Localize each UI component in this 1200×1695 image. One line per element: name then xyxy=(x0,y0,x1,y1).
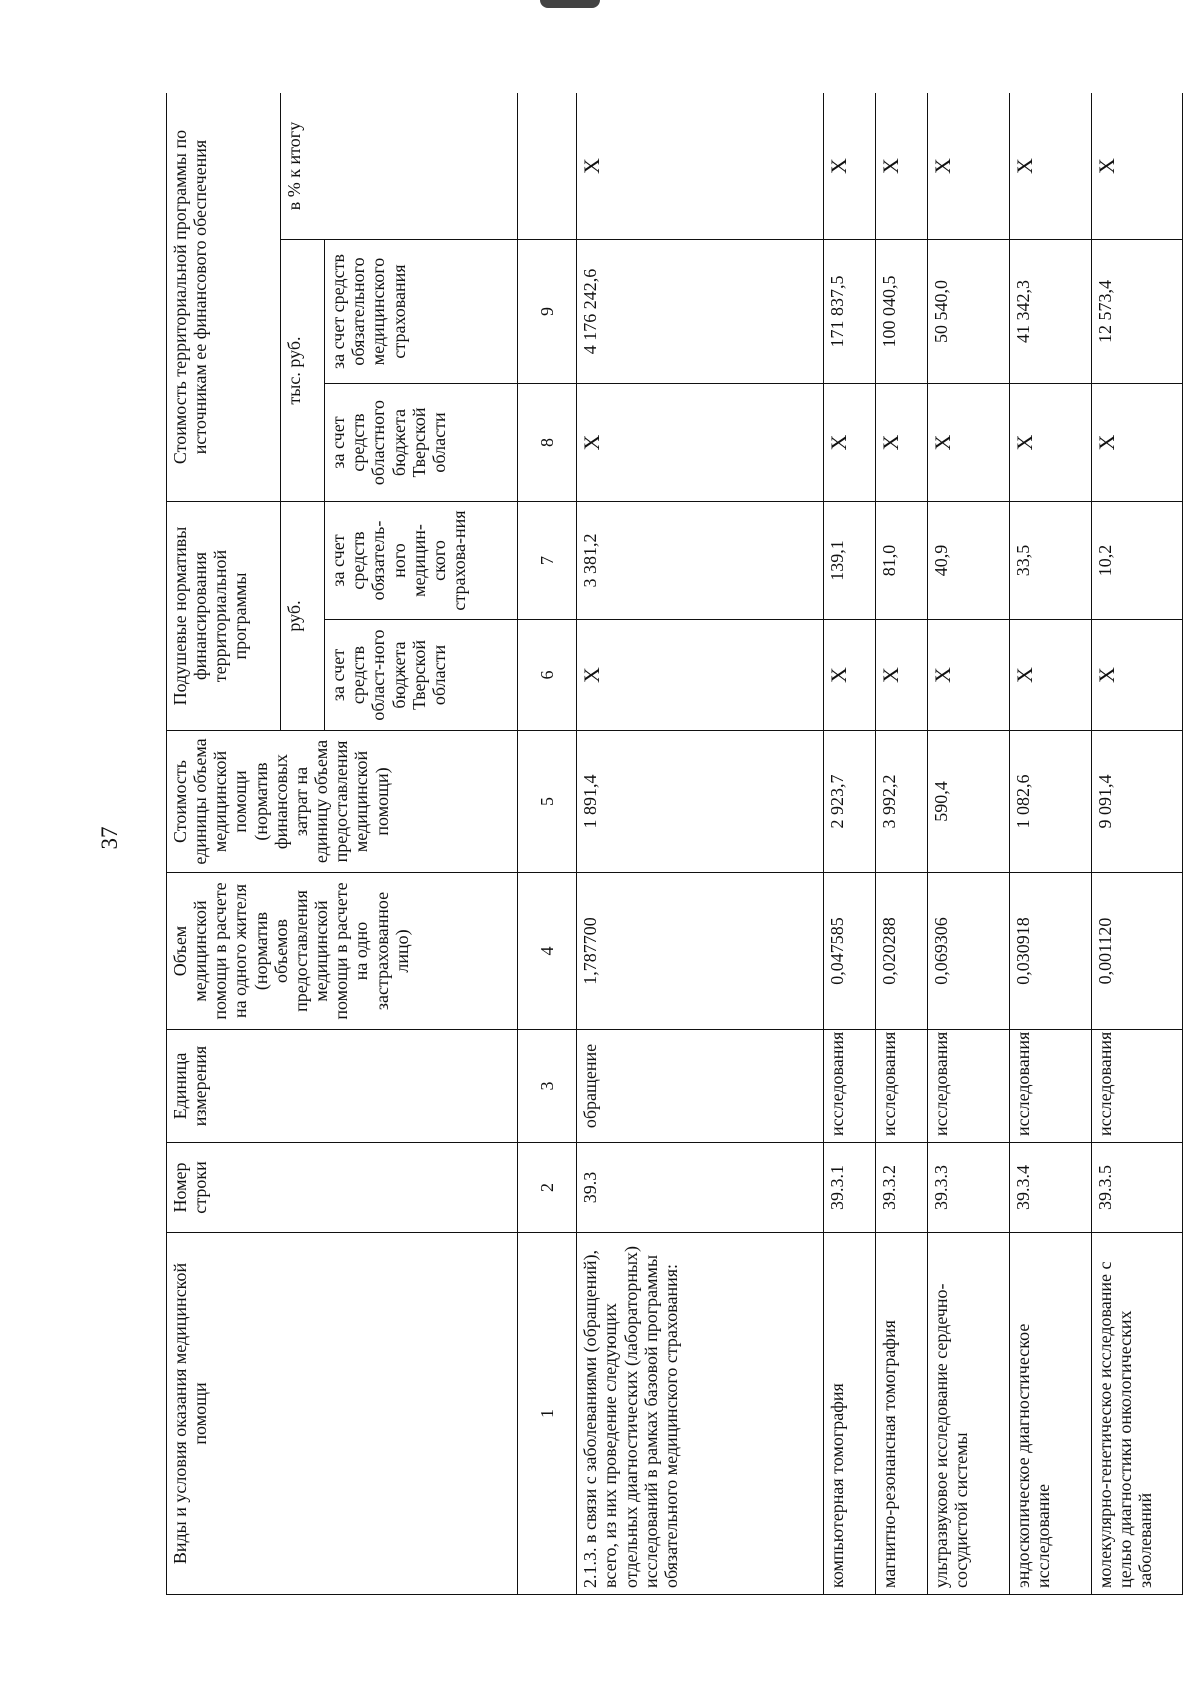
page-number: 37 xyxy=(97,826,122,850)
cell-cost-reg: Х xyxy=(577,384,824,502)
cell-name: 2.1.3. в связи с заболеваниями (обращений), всего, из них проведение следующих отдельных диагностических (лабораторных) исследований в рамках базовой программы обязательного медицинского страхования: xyxy=(577,1233,824,1595)
table-row xyxy=(1091,93,1182,1595)
cell-name: эндоскопическое диагностическое исследование xyxy=(1010,1233,1092,1595)
cell-norm-oms: 10,2 xyxy=(1091,502,1182,620)
cell-pct: Х xyxy=(876,93,928,240)
column-number-empty xyxy=(517,93,577,240)
table-row xyxy=(876,93,928,1595)
cell-norm-reg: Х xyxy=(1091,620,1182,731)
cell-row: 39.3 xyxy=(577,1143,824,1233)
cell-name: молекулярно-генетическое исследование с целью диагностики онкологических заболеваний xyxy=(1091,1233,1182,1595)
header-types: Виды и условия оказания медицинской помощи xyxy=(167,1233,518,1595)
column-number: 4 xyxy=(517,873,577,1030)
header-group-norms: Подушевые нормативы финансирования территориальной программы xyxy=(167,502,281,731)
cell-cost-reg: Х xyxy=(824,384,876,502)
header-cost-oms: за счет средств обязательного медицинского страхования xyxy=(325,240,517,384)
cell-norm-reg: Х xyxy=(824,620,876,731)
cell-volume: 1,787700 xyxy=(577,873,824,1030)
column-number: 8 xyxy=(517,384,577,502)
column-numbers-row xyxy=(517,93,577,1595)
rotated-table-container xyxy=(166,93,1183,1595)
cell-norm-reg: Х xyxy=(928,620,1010,731)
scan-mark xyxy=(540,0,600,8)
cell-volume: 0,001120 xyxy=(1091,873,1182,1030)
cell-norm-reg: Х xyxy=(1010,620,1092,731)
cell-cost-unit: 2 923,7 xyxy=(824,731,876,873)
cell-volume: 0,030918 xyxy=(1010,873,1092,1030)
table-body xyxy=(517,93,1182,1595)
cell-volume: 0,047585 xyxy=(824,873,876,1030)
column-number: 7 xyxy=(517,502,577,620)
column-number: 5 xyxy=(517,731,577,873)
cell-cost-oms: 12 573,4 xyxy=(1091,240,1182,384)
cell-row: 39.3.4 xyxy=(1010,1143,1092,1233)
cell-unit: исследования xyxy=(824,1030,876,1143)
cell-cost-unit: 1 082,6 xyxy=(1010,731,1092,873)
header-cost-unit: Стоимость единицы объема медицинской помощи (норматив финансовых затрат на единицу объема предоставления медицинской помощи) xyxy=(167,731,518,873)
column-number: 9 xyxy=(517,240,577,384)
table-row xyxy=(577,93,824,1595)
header-rub: руб. xyxy=(280,502,324,731)
financing-table xyxy=(166,93,1183,1595)
header-volume: Объем медицинской помощи в расчете на одного жителя (норматив объемов предоставления медицинской помощи в расчете на одно застрахованное лицо) xyxy=(167,873,518,1030)
cell-cost-reg: Х xyxy=(928,384,1010,502)
cell-cost-oms: 4 176 242,6 xyxy=(577,240,824,384)
cell-norm-oms: 81,0 xyxy=(876,502,928,620)
cell-pct: Х xyxy=(1091,93,1182,240)
cell-cost-unit: 1 891,4 xyxy=(577,731,824,873)
table-row xyxy=(928,93,1010,1595)
header-row-number: Номер строки xyxy=(167,1143,518,1233)
cell-unit: исследования xyxy=(1010,1030,1092,1143)
cell-cost-unit: 3 992,2 xyxy=(876,731,928,873)
cell-norm-oms: 139,1 xyxy=(824,502,876,620)
cell-cost-oms: 100 040,5 xyxy=(876,240,928,384)
table-row xyxy=(824,93,876,1595)
cell-cost-reg: Х xyxy=(1091,384,1182,502)
cell-row: 39.3.1 xyxy=(824,1143,876,1233)
cell-cost-oms: 50 540,0 xyxy=(928,240,1010,384)
column-number: 1 xyxy=(517,1233,577,1595)
cell-pct: Х xyxy=(1010,93,1092,240)
cell-unit: исследования xyxy=(928,1030,1010,1143)
cell-cost-oms: 171 837,5 xyxy=(824,240,876,384)
cell-row: 39.3.5 xyxy=(1091,1143,1182,1233)
header-group-cost: Стоимость территориальной программы по источникам ее финансового обеспечения xyxy=(167,93,281,502)
cell-norm-reg: Х xyxy=(876,620,928,731)
header-pct-total: в % к итогу xyxy=(280,93,517,240)
cell-cost-unit: 590,4 xyxy=(928,731,1010,873)
cell-name: магнитно-резонансная томография xyxy=(876,1233,928,1595)
cell-unit: обращение xyxy=(577,1030,824,1143)
cell-norm-reg: Х xyxy=(577,620,824,731)
cell-cost-reg: Х xyxy=(876,384,928,502)
cell-name: компьютерная томография xyxy=(824,1233,876,1595)
header-norm-oms: за счет средств обязатель-ного медицин-ского страхова-ния xyxy=(325,502,517,620)
cell-cost-unit: 9 091,4 xyxy=(1091,731,1182,873)
cell-unit: исследования xyxy=(1091,1030,1182,1143)
cell-pct: Х xyxy=(928,93,1010,240)
column-number: 2 xyxy=(517,1143,577,1233)
table-row xyxy=(1010,93,1092,1595)
header-unit: Единица измерения xyxy=(167,1030,518,1143)
cell-cost-oms: 41 342,3 xyxy=(1010,240,1092,384)
column-number: 3 xyxy=(517,1030,577,1143)
header-norm-regional: за счет средств област-ного бюджета Тверской области xyxy=(325,620,517,731)
cell-name: ультразвуковое исследование сердечно-сосудистой системы xyxy=(928,1233,1010,1595)
cell-volume: 0,069306 xyxy=(928,873,1010,1030)
cell-volume: 0,020288 xyxy=(876,873,928,1030)
table-viewport xyxy=(166,93,1183,1595)
table-header xyxy=(167,93,518,1595)
cell-cost-reg: Х xyxy=(1010,384,1092,502)
cell-unit: исследования xyxy=(876,1030,928,1143)
header-thous-rub: тыс. руб. xyxy=(280,240,324,502)
cell-pct: Х xyxy=(577,93,824,240)
header-cost-regional: за счет средств областного бюджета Тверской области xyxy=(325,384,517,502)
cell-row: 39.3.3 xyxy=(928,1143,1010,1233)
cell-norm-oms: 33,5 xyxy=(1010,502,1092,620)
cell-row: 39.3.2 xyxy=(876,1143,928,1233)
cell-pct: Х xyxy=(824,93,876,240)
cell-norm-oms: 40,9 xyxy=(928,502,1010,620)
cell-norm-oms: 3 381,2 xyxy=(577,502,824,620)
column-number: 6 xyxy=(517,620,577,731)
